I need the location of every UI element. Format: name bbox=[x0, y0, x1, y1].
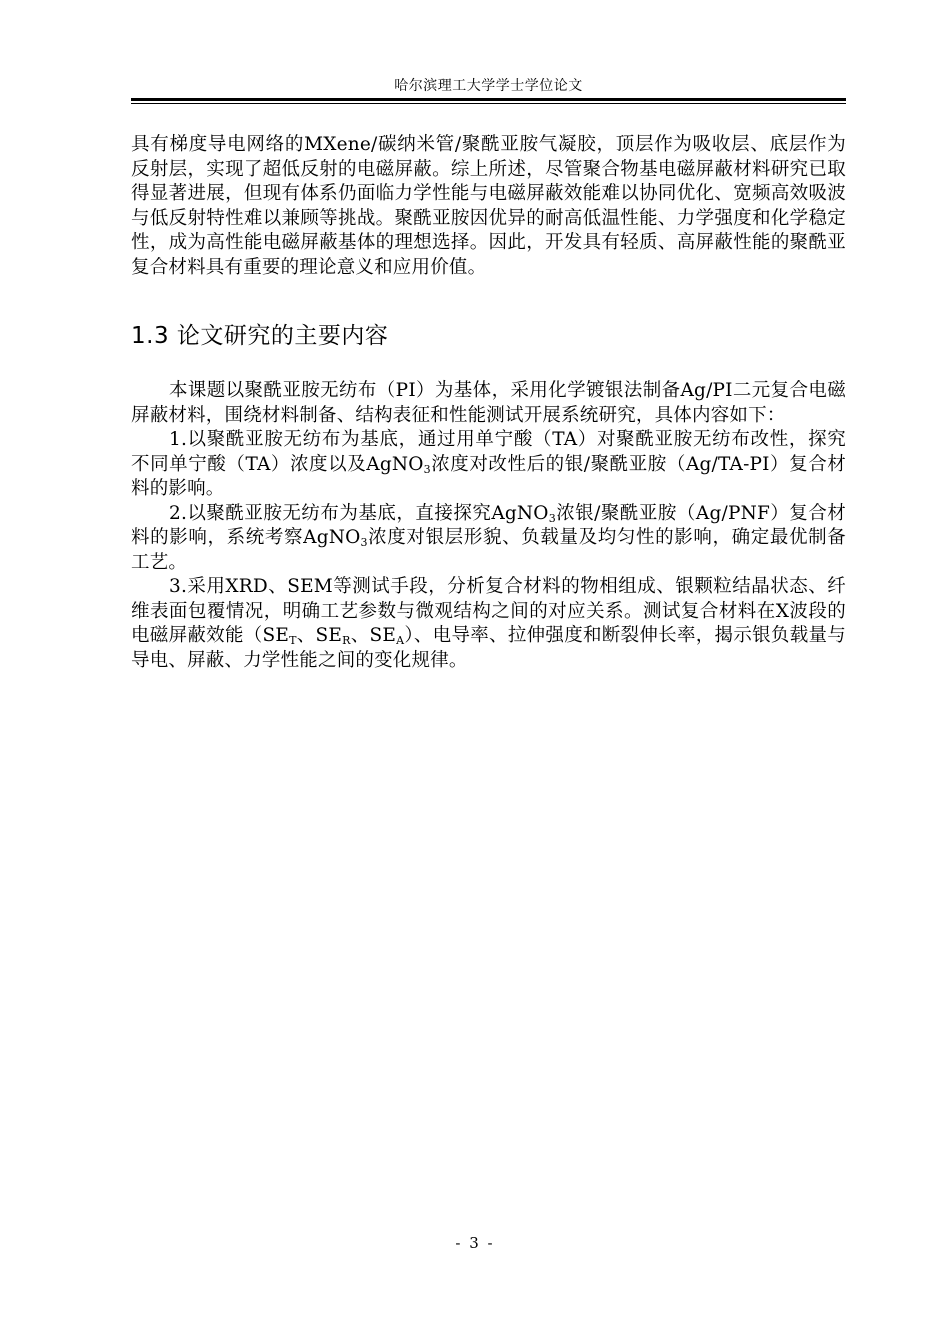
item2-text-a: 2.以聚酰亚胺无纺布为基底，直接探究AgNO bbox=[169, 502, 549, 524]
intro-paragraph: 具有梯度导电网络的MXene/碳纳米管/聚酰亚胺气凝胶，顶层作为吸收层、底层作为反射层，实现了超低反射的电磁屏蔽。综上所述，尽管聚合物基电磁屏蔽材料研究已取得显著进展，但现有体系仍面临力学性能与电磁屏蔽效能难以协同优化、宽频高效吸波与低反射特性难以兼顾等挑战。聚酰亚胺因优异的耐高低温性能、力学强度和化学稳定性，成为高性能电磁屏蔽基体的理想选择。因此，开发具有轻质、高屏蔽性能的聚酰亚复合材料具有重要的理论意义和应用价值。 bbox=[131, 134, 846, 278]
item3-subscript-a: A bbox=[396, 634, 405, 647]
page-number: - 3 - bbox=[455, 1234, 495, 1252]
item1-text-b: 浓度对改性后的银/聚酰亚胺（Ag/TA-PI）复合材料的影响。 bbox=[131, 453, 846, 499]
content-item-2 bbox=[131, 502, 846, 576]
item1-subscript: 3 bbox=[423, 462, 431, 476]
running-header: 哈尔滨理工大学学士学位论文 bbox=[394, 78, 583, 94]
item2-text-c: 浓度对银层形貌、负载量及均匀性的影响，确定最优制备工艺。 bbox=[131, 527, 846, 573]
content-item-3 bbox=[131, 575, 846, 673]
item2-subscript-2: 3 bbox=[360, 536, 368, 549]
item3-sep-1: 、SE bbox=[296, 625, 343, 646]
item2-text-b: 浓银/聚酰亚胺（Ag/PNF）复合材料的影响，系统考察AgNO bbox=[131, 502, 847, 548]
header-rule-thin bbox=[131, 103, 846, 104]
section-body bbox=[131, 379, 846, 673]
intro-paragraph-block bbox=[131, 133, 846, 280]
item3-subscript-r: R bbox=[342, 634, 351, 647]
lead-paragraph: 本课题以聚酰亚胺无纺布（PI）为基体，采用化学镀银法制备Ag/PI二元复合电磁屏蔽材料，围绕材料制备、结构表征和性能测试开展系统研究，具体内容如下： bbox=[131, 380, 846, 426]
item2-subscript-1: 3 bbox=[548, 511, 556, 525]
item3-text-b: ）、电导率、拉伸强度和断裂伸长率，揭示银负载量与导电、屏蔽、力学性能之间的变化规律。 bbox=[131, 625, 846, 671]
item3-subscript-t: T bbox=[289, 634, 297, 647]
header-rule-thick bbox=[131, 98, 846, 101]
item3-sep-2: 、SE bbox=[350, 625, 397, 646]
item3-text-a: 3.采用XRD、SEM等测试手段，分析复合材料的物相组成、银颗粒结晶状态、纤维表面包覆情况，明确工艺参数与微观结构之间的对应关系。测试复合材料在X波段的电磁屏蔽效能（SE bbox=[131, 576, 846, 646]
item1-text-a: 1.以聚酰亚胺无纺布为基底，通过用单宁酸（TA）对聚酰亚胺无纺布改性，探究不同单宁酸（TA）浓度以及AgNO bbox=[131, 429, 846, 475]
section-heading: 1.3 论文研究的主要内容 bbox=[131, 323, 389, 349]
content-item-1 bbox=[131, 428, 846, 502]
